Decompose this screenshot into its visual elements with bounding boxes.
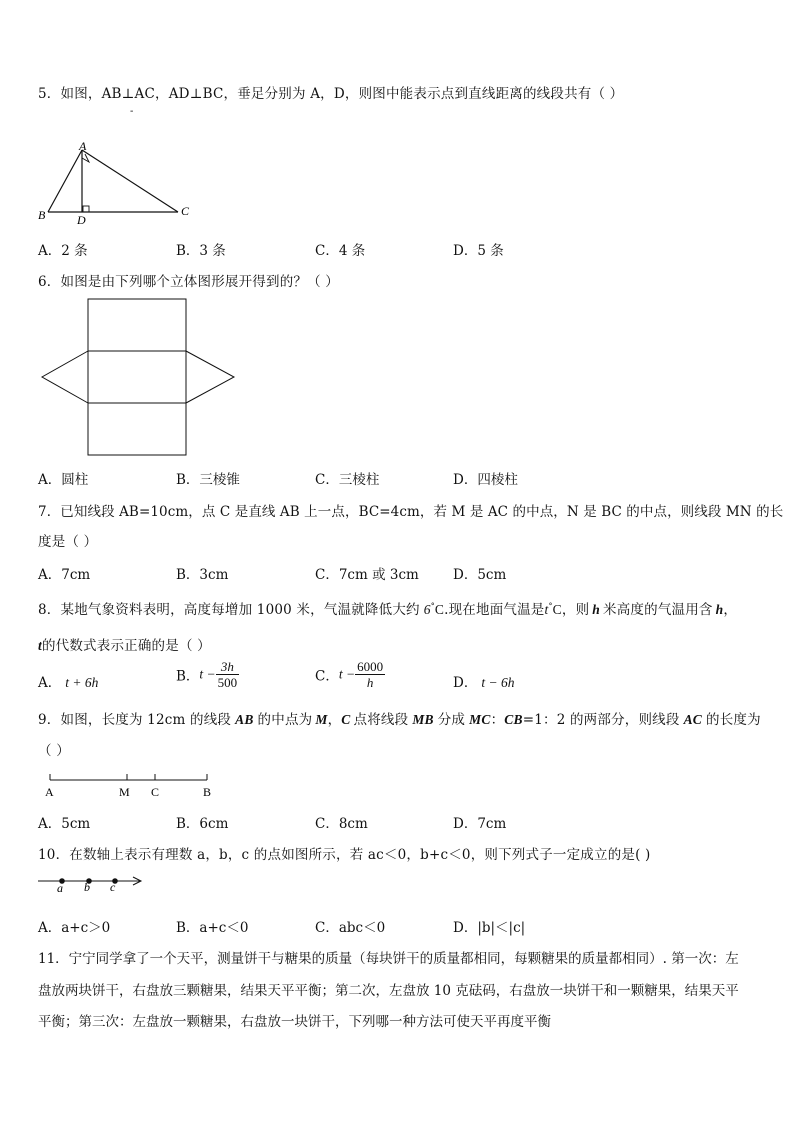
q8-option-d-label: D． [453, 675, 478, 691]
q8-var-t: t [38, 638, 42, 653]
q5-option-a: A．2 条 [38, 243, 88, 259]
q8-stem-line2 [38, 634, 211, 654]
q8-option-c [315, 659, 385, 690]
q8-option-c-label: C． [315, 668, 339, 685]
q8-text-a: 8．某地气象资料表明，高度每增加 1000 米，气温就降低大约 [38, 602, 420, 618]
q5-option-c: C．4 条 [315, 243, 366, 259]
q5-triangle-figure [30, 138, 210, 228]
q8-option-b-fraction [216, 659, 240, 690]
right-angle-marker-d [83, 206, 89, 212]
q7-stem-line2: 度是（ ） [38, 534, 98, 550]
q7-option-d: D．5cm [453, 567, 507, 583]
net-bottom-face [88, 403, 186, 455]
label-b: B [38, 208, 46, 222]
net-right-triangle [186, 351, 234, 403]
q8-unit-c: C [434, 602, 445, 617]
point-label-c: c [110, 880, 116, 894]
q8-option-c-numerator: 6000 [357, 659, 384, 674]
q6-prism-net-figure [40, 298, 240, 458]
q10-option-d: D．|b|＜|c| [453, 920, 526, 936]
q8-var-h: h [592, 602, 601, 617]
net-top-face [88, 299, 186, 351]
q9-text-d: 点将线段 [353, 712, 409, 728]
point-label-m: M [119, 785, 130, 799]
q9-option-d: D．7cm [453, 816, 507, 832]
q9-option-b: B．6cm [176, 816, 229, 832]
q9-segment-figure [40, 766, 220, 802]
net-middle-face [88, 351, 186, 403]
q8-option-b-label: B． [176, 668, 200, 685]
q8-text-b: .现在地面气温是 [444, 602, 545, 618]
point-label-b: b [84, 880, 90, 894]
q9-seg-ab: AB [235, 712, 254, 727]
q8-unit-c-2: C [552, 602, 562, 617]
q8-var-h-2: h [715, 602, 724, 617]
q10-option-c: C．abc＜0 [315, 920, 386, 936]
q11-stem-line2: 盘放两块饼干，右盘放三颗糖果，结果天平平衡；第二次，左盘放 10 克砝码，右盘放一块饼干和一颗糖果，结果天平 [38, 983, 739, 999]
q8-degree-sign: ° [430, 601, 435, 611]
q9-seg-mc: MC [469, 712, 491, 727]
q8-option-c-denominator: h [355, 674, 385, 690]
q6-option-a: A．圆柱 [38, 472, 89, 488]
q6-option-d: D．四棱柱 [453, 472, 518, 488]
q7-option-a: A．7cm [38, 567, 91, 583]
q9-stem-line2: （ ） [38, 743, 70, 759]
q8-text-e: 的代数式表示正确的是（ ） [41, 638, 211, 654]
q10-option-b: B．a+c＜0 [176, 920, 249, 936]
q11-stem-line1: 11．宁宁同学拿了一个天平，测量饼干与糖果的质量（每块饼干的质量都相同，每颗糖果的质量都相同）. 第一次：左 [38, 951, 739, 967]
q8-option-c-fraction [355, 659, 385, 690]
q9-text-e: 分成 [437, 712, 466, 728]
q10-number-line-figure [36, 870, 148, 896]
q8-option-d [453, 671, 514, 691]
q8-degree-sign-2: ° [548, 601, 553, 611]
point-label-b: B [203, 785, 212, 799]
point-label-a: A [45, 785, 54, 799]
q5-stem: 5．如图，AB⊥AC，AD⊥BC，垂足分别为 A，D，则图中能表示点到直线距离的线段共有（ ） [38, 86, 624, 102]
q5-option-b: B．3 条 [176, 243, 226, 259]
q5-option-d: D．5 条 [453, 243, 504, 259]
q8-comma: ， [723, 602, 738, 618]
net-left-triangle [42, 351, 88, 403]
q8-option-b-numerator: 3h [220, 659, 234, 674]
q10-option-a: A．a+c＞0 [38, 920, 111, 936]
q9-option-c: C．8cm [315, 816, 368, 832]
q8-option-a-expr: t + 6h [65, 675, 99, 690]
q10-stem: 10．在数轴上表示有理数 a，b，c 的点如图所示，若 ac＜0，b+c＜0，则下列式子一定成立的是( ) [38, 847, 651, 863]
segment-ab [48, 150, 82, 212]
q6-option-c: C．三棱柱 [315, 472, 380, 488]
right-angle-marker-a [82, 154, 89, 162]
q8-option-b-denominator: 500 [217, 675, 238, 690]
q9-text-g: =1：2 的两部分，则线段 [522, 712, 680, 728]
q9-point-m: M [315, 712, 328, 727]
q7-stem-line1: 7．已知线段 AB=10cm，点 C 是直线 AB 上一点，BC=4cm，若 M 是 AC 的中点，N 是 BC 的中点，则线段 MN 的长 [38, 504, 784, 520]
label-c: C [181, 204, 190, 218]
q8-stem-line1 [38, 598, 737, 618]
q9-point-c: C [341, 712, 351, 727]
q11-stem-line3: 平衡；第三次：左盘放一颗糖果，右盘放一块饼干，下列哪一种方法可使天平再度平衡 [38, 1014, 551, 1030]
q8-option-b [176, 659, 239, 690]
q8-option-b-t: t − [199, 666, 216, 682]
q6-stem: 6．如图是由下列哪个立体图形展开得到的？（ ） [38, 274, 339, 290]
q9-text-b: 的中点为 [257, 712, 313, 728]
q8-text-c: ，则 [561, 602, 590, 618]
q9-text-f: ： [490, 712, 505, 728]
q8-option-d-expr: t − 6h [481, 675, 515, 690]
q9-text-h: 的长度为 [706, 712, 761, 728]
q8-text-d: 米高度的气温用含 [603, 602, 713, 618]
q9-stem-line1 [38, 708, 761, 728]
q6-option-b: B．三棱锥 [176, 472, 240, 488]
q8-option-a [38, 671, 98, 691]
point-label-c: C [151, 785, 160, 799]
label-d: D [77, 213, 86, 227]
q8-temp-var: t [544, 602, 549, 617]
q8-option-a-label: A． [38, 675, 62, 691]
q9-seg-mb: MB [412, 712, 434, 727]
q9-option-a: A．5cm [38, 816, 91, 832]
q8-temp-value: 6 [423, 602, 431, 617]
q9-text-a: 9．如图，长度为 12cm 的线段 [38, 712, 232, 728]
q8-option-c-t: t − [338, 666, 356, 682]
q9-seg-cb: CB [504, 712, 523, 727]
q7-option-c: C．7cm 或 3cm [315, 567, 419, 583]
point-label-a: a [57, 881, 63, 895]
q9-seg-ac: AC [683, 712, 702, 727]
label-a: A [79, 139, 87, 153]
q9-text-c: ， [327, 712, 342, 728]
segment-ac [82, 150, 178, 212]
q5-stray-mark: - [130, 106, 134, 117]
q7-option-b: B．3cm [176, 567, 229, 583]
